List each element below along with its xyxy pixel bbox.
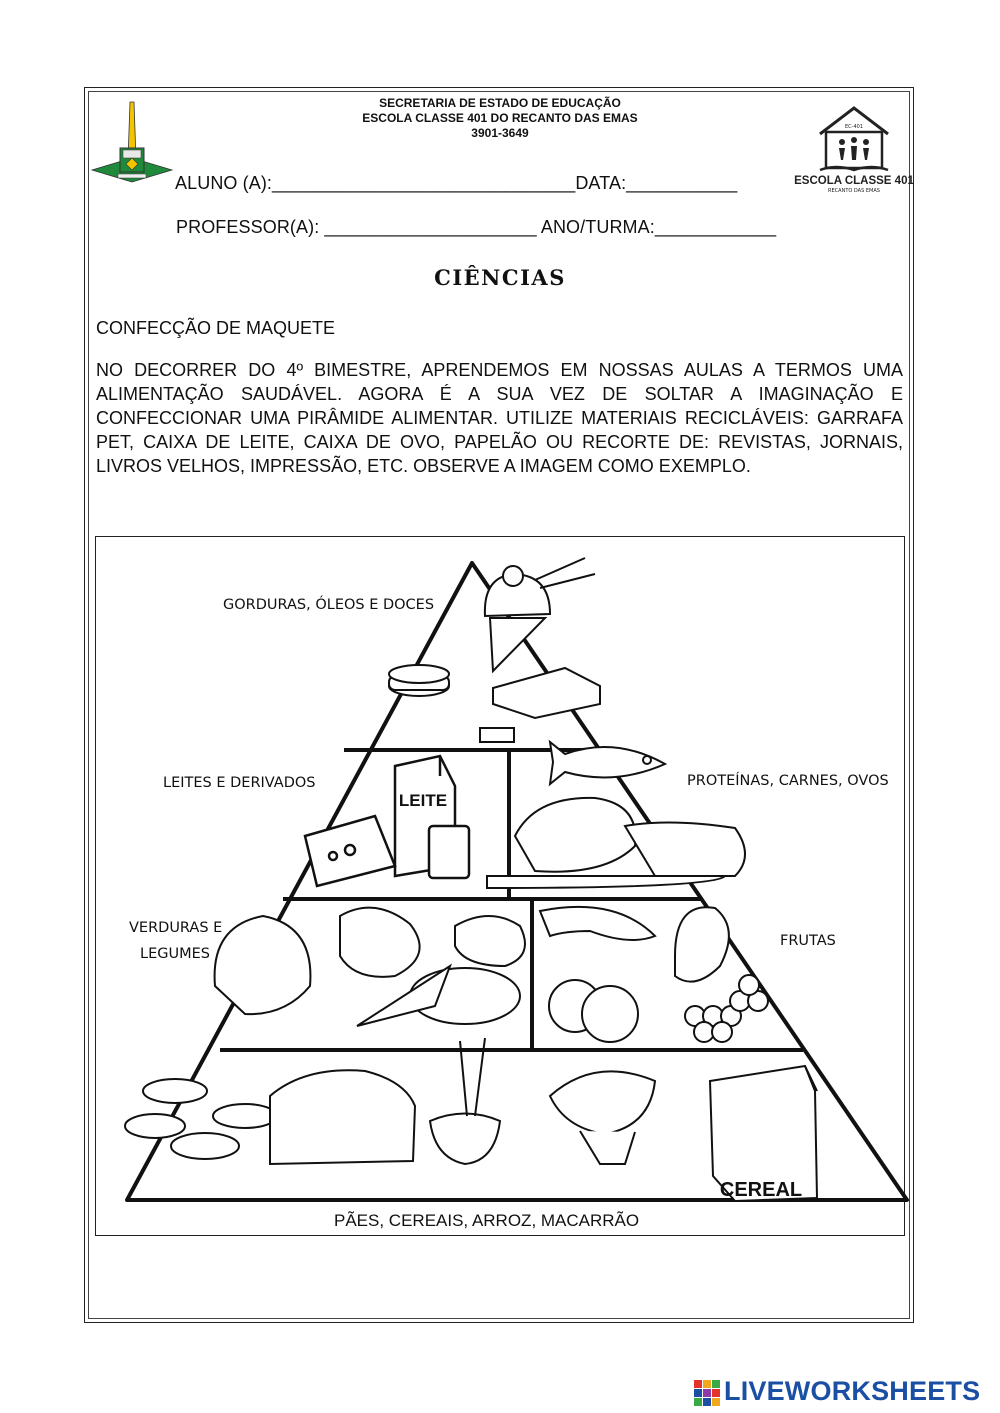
cereal-box-label: CEREAL <box>719 1179 803 1201</box>
milk-carton-drawing <box>305 756 469 886</box>
milk-carton-label: LEITE <box>398 791 448 810</box>
school-logo <box>794 104 914 198</box>
fish-and-chicken-drawing <box>487 742 745 888</box>
aluno-data-line[interactable]: ALUNO (A):______________________________DATA:___________ <box>175 173 738 193</box>
butter-and-cookie-drawing <box>389 665 600 742</box>
bread-and-cereal-drawing <box>125 1038 817 1201</box>
label-vegetables-line2: LEGUMES <box>140 946 210 962</box>
food-pyramid-illustration <box>95 536 905 1236</box>
fruits-drawing <box>540 907 768 1042</box>
school-logo-subtext: RECANTO DAS EMAS <box>828 188 880 194</box>
vegetables-drawing <box>215 908 525 1026</box>
header-secretaria: SECRETARIA DE ESTADO DE EDUCAÇÃO <box>379 96 621 110</box>
label-fats-oils-sweets: GORDURAS, ÓLEOS E DOCES <box>223 597 435 613</box>
school-logo-text: ESCOLA CLASSE 401 <box>794 175 914 187</box>
header-school: ESCOLA CLASSE 401 DO RECANTO DAS EMAS <box>362 111 638 125</box>
ice-cream-drawing <box>485 558 595 671</box>
header-phone: 3901-3649 <box>471 126 529 140</box>
label-proteins: PROTEÍNAS, CARNES, OVOS <box>687 773 889 789</box>
liveworksheets-logo-icon <box>694 1380 720 1406</box>
liveworksheets-brand[interactable]: LIVEWORKSHEETS <box>724 1376 981 1406</box>
professor-turma-line[interactable]: PROFESSOR(A): _____________________ ANO/TURMA:____________ <box>176 217 777 237</box>
school-logo-badge: EC-401 <box>845 124 863 130</box>
label-vegetables-line1: VERDURAS E <box>129 920 223 936</box>
label-fruits: FRUTAS <box>780 933 836 949</box>
label-grains: PÃES, CEREAIS, ARROZ, MACARRÃO <box>334 1211 640 1230</box>
instructions-paragraph: NO DECORRER DO 4º BIMESTRE, APRENDEMOS EM NOSSAS AULAS A TERMOS UMA ALIMENTAÇÃO SAUDÁVEL. AGORA É A SUA VEZ DE SOLTAR A IMAGINAÇÃO E CONFECCIONAR UMA PIRÂMIDE ALIMENTAR. UTILIZE MATERIAIS RECICLÁVEIS: GARRAFA PET, CAIXA DE LEITE, CAIXA DE OVO, PAPELÃO OU RECORTE DE: REVISTAS, JORNAIS, LIVROS VELHOS, IMPRESSÃO, ETC. OBSERVE A IMAGEM COMO EXEMPLO. <box>96 360 903 476</box>
activity-subtitle: CONFECÇÃO DE MAQUETE <box>96 318 336 338</box>
label-dairy: LEITES E DERIVADOS <box>163 775 316 791</box>
page-title: CIÊNCIAS <box>434 265 566 290</box>
df-emblem-logo <box>90 100 174 186</box>
